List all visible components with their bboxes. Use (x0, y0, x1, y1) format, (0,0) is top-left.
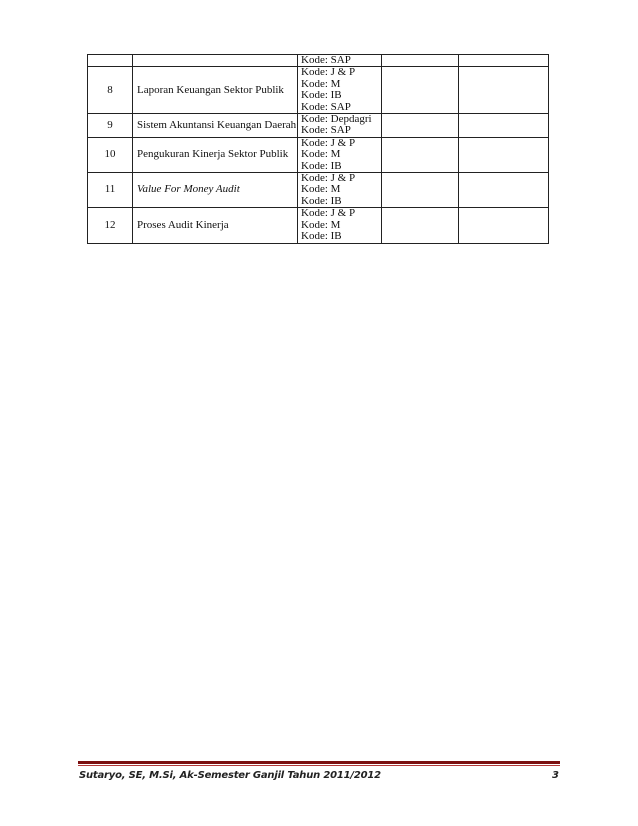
reference-code: Kode: IB (301, 159, 342, 172)
empty-cell (382, 55, 459, 67)
reference-code-cell (298, 208, 382, 243)
reference-code-cell (298, 55, 382, 67)
footer-rule-thin (78, 765, 560, 766)
empty-cell (382, 67, 459, 114)
table-row (88, 114, 549, 138)
empty-cell (459, 114, 549, 138)
row-number-cell: 10 (88, 137, 133, 172)
table-row (88, 173, 549, 208)
empty-cell (382, 173, 459, 208)
topic-cell: Value For Money Audit (133, 173, 298, 208)
reference-code: Kode: J & P (301, 66, 356, 79)
syllabus-table-body (88, 55, 549, 244)
footer-author-semester: Sutaryo, SE, M.Si, Ak-Semester Ganjil Tahun 2011/2012 (79, 770, 381, 781)
reference-code-cell (298, 173, 382, 208)
reference-code-cell (298, 67, 382, 114)
empty-cell (459, 137, 549, 172)
footer-page-number: 3 (552, 770, 559, 781)
topic-cell: Laporan Keuangan Sektor Publik (133, 67, 298, 114)
topic-cell: Proses Audit Kinerja (133, 208, 298, 243)
reference-code: Kode: SAP (301, 100, 351, 113)
topic-cell: Sistem Akuntansi Keuangan Daerah (133, 114, 298, 138)
reference-code: Kode: J & P (301, 207, 356, 220)
reference-code: Kode: IB (301, 194, 342, 207)
table-row (88, 208, 549, 243)
reference-code: Kode: M (301, 183, 341, 196)
row-number-cell: 11 (88, 173, 133, 208)
empty-cell (459, 173, 549, 208)
row-number-cell: 12 (88, 208, 133, 243)
empty-cell (382, 208, 459, 243)
reference-code: Kode: SAP (301, 54, 351, 66)
empty-cell (382, 114, 459, 138)
table-row (88, 137, 549, 172)
reference-code: Kode: Depdagri (301, 113, 372, 126)
syllabus-table (87, 54, 549, 244)
reference-code: Kode: J & P (301, 136, 356, 149)
reference-code: Kode: J & P (301, 172, 356, 185)
reference-code: Kode: M (301, 77, 341, 90)
empty-cell (459, 67, 549, 114)
table-row (88, 55, 549, 67)
reference-code: Kode: M (301, 148, 341, 161)
footer-rule-thick (78, 761, 560, 764)
reference-code: Kode: SAP (301, 124, 351, 137)
row-number-cell: 8 (88, 67, 133, 114)
reference-code-cell (298, 137, 382, 172)
empty-cell (382, 137, 459, 172)
reference-code-cell (298, 114, 382, 138)
table-row (88, 67, 549, 114)
row-number-cell: 9 (88, 114, 133, 138)
topic-cell (133, 55, 298, 67)
reference-code: Kode: IB (301, 230, 342, 243)
row-number-cell (88, 55, 133, 67)
reference-code: Kode: IB (301, 89, 342, 102)
empty-cell (459, 208, 549, 243)
empty-cell (459, 55, 549, 67)
reference-code: Kode: M (301, 218, 341, 231)
topic-cell: Pengukuran Kinerja Sektor Publik (133, 137, 298, 172)
